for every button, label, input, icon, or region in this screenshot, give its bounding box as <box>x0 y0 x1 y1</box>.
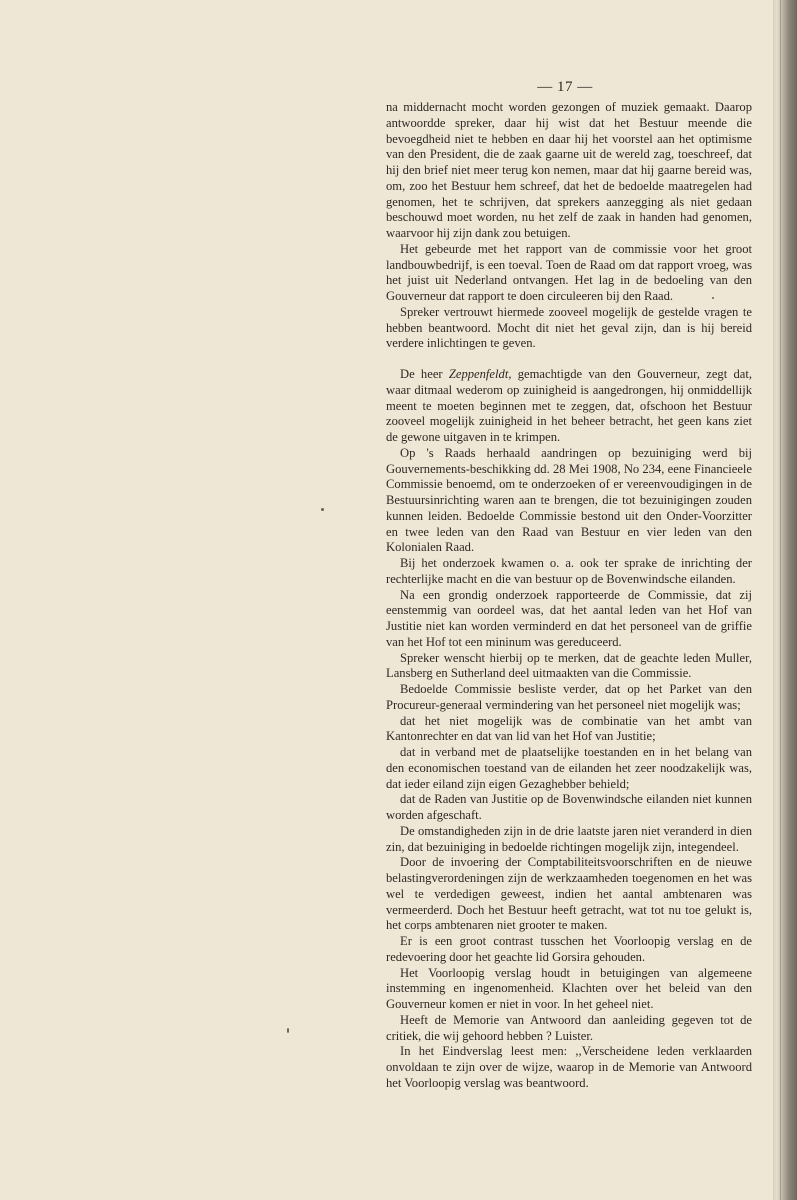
body-text <box>386 100 752 1092</box>
speaker-statement: gemachtigde van den Gouverneur, zegt dat, waar ditmaal wederom op zuinigheid is aangedrongen, hij onmiddellijk meent te moeten beginnen met te zeggen, dat, ofschoon het Bestuur zooveel mogelijk zuinigheid in het beheer betracht, het geen kans ziet de gewone uitgaven in te krimpen. <box>386 367 753 444</box>
paragraph: De omstandigheden zijn in de drie laatste jaren niet veranderd in dien zin, dat bezuiniging in bedoelde richtingen mogelijk zijn, integendeel. <box>386 823 752 854</box>
paragraph: Spreker wenscht hierbij op te merken, dat de geachte leden Muller, Lansberg en Sutherland deel uitmaakten van die Commissie. <box>386 650 752 681</box>
paper-speck <box>712 297 714 299</box>
paragraph: Spreker vertrouwt hiermede zooveel mogelijk de gestelde vragen te hebben beantwoord. Mocht dit niet het geval zijn, dan is hij bereid verdere inlichtingen te geven. <box>386 304 752 351</box>
paragraph-speaker <box>386 367 752 446</box>
paragraph: Heeft de Memorie van Antwoord dan aanleiding gegeven tot de critiek, die wij gehoord hebben ? Luister. <box>386 1012 752 1043</box>
paragraph: Bij het onderzoek kwamen o. a. ook ter sprake de inrichting der rechterlijke macht en die van bestuur op de Bovenwindsche eilanden. <box>386 556 752 586</box>
paragraph: Het Voorloopig verslag houdt in betuigingen van algemeene instemming en ingenomenheid. Klachten over het beleid van den Gouverneur komen er niet in voor. In het geheel niet. <box>386 965 752 1011</box>
page-edge-line <box>780 0 781 1200</box>
paragraph: dat in verband met de plaatselijke toestanden en in het belang van den economischen toestand van de eilanden het zeer noodzakelijk was, dat ieder eiland zijn eigen Gezaghebber behield; <box>386 745 752 791</box>
paragraph: Na een grondig onderzoek rapporteerde de Commissie, dat zij eenstemmig van oordeel was, dat het aantal leden van het Hof van Justitie niet kan worden verminderd en dat het personeel van de griffie van het Hof tot een mininum was gereduceerd. <box>386 587 752 649</box>
paragraph: Er is een groot contrast tusschen het Voorloopig verslag en de redevoering door het geachte lid Gorsira gehouden. <box>386 934 752 964</box>
page-binding-edge <box>773 0 797 1200</box>
paragraph: Op 's Raads herhaald aandringen op bezuiniging werd bij Gouvernements-beschikking dd. 28 Mei 1908, No 234, eene Financieele Commissie benoemd, om te onderzoeken of er vereenvoudigingen in de Bestuursinrichting waren aan te brengen, die tot bezuinigingen zouden kunnen leiden. Bedoelde Commissie bestond uit den Onder-Voorzitter en twee leden van den Raad van Bestuur en vier leden van den Kolonialen Raad. <box>386 445 752 555</box>
paper-speck <box>321 508 324 511</box>
paragraph: na middernacht mocht worden gezongen of muziek gemaakt. Daarop antwoordde spreker, daar hij wist dat het Bestuur meende die bevoegdheid niet te hebben en daar hij het voorstel aan het optimisme van den President, die de zaak gaarne uit de wereld zag, toeschreef, dat hij den brief niet meer terug kon nemen, maar dat hij gaarne bereid was, om, zoo het Bestuur hem schreef, dat het de bedoelde maatregelen had genomen, het te schrijven, dat sprekers aanzegging als niet gedaan beschouwd moet worden, nu het zelf de zaak in handen had genomen, waarvoor hij zijn dank zou betuigen. <box>386 100 752 240</box>
paragraph: Door de invoering der Comptabiliteitsvoorschriften en de nieuwe belastingverordeningen zijn de werkzaamheden toegenomen en het was wel te verdedigen geweest, indien het aantal ambtenaren was vermeerderd. Doch het Bestuur heeft getracht, wat tot nu toe gelukt is, het corps ambtenaren niet grooter te maken. <box>386 855 752 933</box>
paragraph: Bedoelde Commissie besliste verder, dat op het Parket van den Procureur-generaal vermindering van het personeel niet mogelijk was; <box>386 682 752 712</box>
speaker-name: Zeppenfeldt, <box>448 367 512 381</box>
paragraph: Het gebeurde met het rapport van de commissie voor het groot landbouwbedrijf, is een toeval. Toen de Raad om dat rapport vroeg, was het juist uit Nederland ontvangen. Het lag in de bedoeling van den Gouverneur dat rapport te doen circuleeren bij den Raad. <box>386 241 752 303</box>
paragraph: dat het niet mogelijk was de combinatie van het ambt van Kantonrechter en dat van lid van het Hof van Justitie; <box>386 713 752 744</box>
paper-speck <box>287 1028 289 1033</box>
speaker-intro: De heer <box>400 367 449 381</box>
page-number: — 17 — <box>537 79 593 95</box>
paragraph: In het Eindverslag leest men: ,,Verscheidene leden verklaarden onvoldaan te zijn over de wijze, waarop in de Memorie van Antwoord het Voorloopig verslag was beantwoord. <box>386 1044 752 1090</box>
paragraph: dat de Raden van Justitie op de Bovenwindsche eilanden niet kunnen worden afgeschaft. <box>386 792 752 822</box>
